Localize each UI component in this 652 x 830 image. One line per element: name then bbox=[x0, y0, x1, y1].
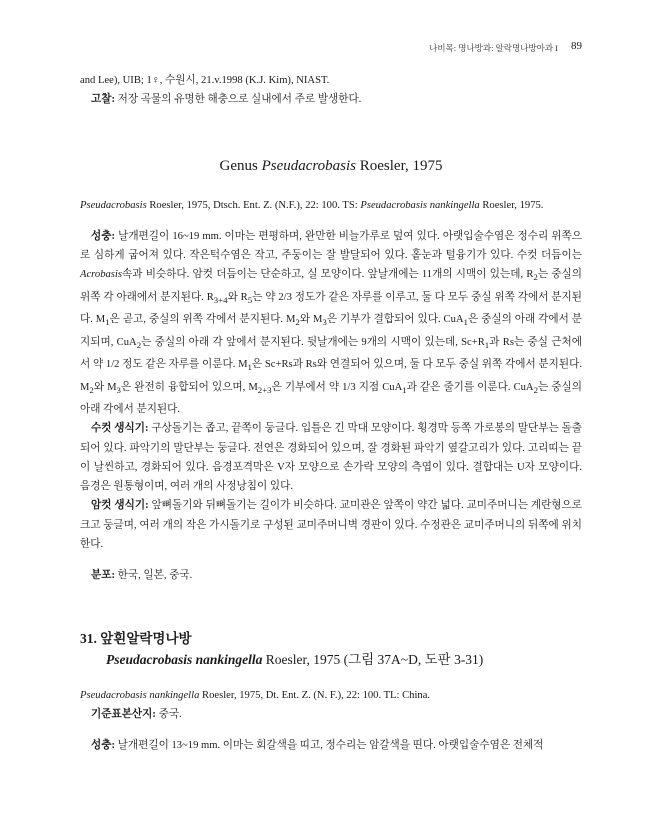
type-species-name: Pseudacrobasis nankingella bbox=[360, 199, 480, 211]
adult-text: 와 M bbox=[93, 381, 117, 393]
adult-text: 은 중실의 아래 각에서 분지되며, CuA bbox=[80, 314, 582, 348]
species-scientific-line bbox=[106, 649, 582, 670]
vein-subscript: 3 bbox=[322, 317, 327, 328]
distribution-label: 분포: bbox=[91, 570, 115, 582]
adult-text: 와 M bbox=[299, 314, 323, 326]
genus-ref-acrobasis: Acrobasis bbox=[80, 269, 122, 281]
adult-text: 와 R bbox=[227, 291, 248, 303]
adult-label: 성충: bbox=[91, 230, 115, 242]
species-author-refs: Roesler, 1975 (그림 37A~D, 도판 3-31) bbox=[262, 651, 484, 667]
adult-text: 은 기부가 결합되어 있다. CuA bbox=[326, 314, 464, 326]
remark-paragraph bbox=[80, 90, 582, 109]
species-adult-label: 성충: bbox=[91, 740, 115, 752]
genus-adult-paragraph bbox=[80, 227, 582, 419]
adult-text: 과 Rs는 중실 근처에서 약 1/2 정도 같은 자루를 이룬다. M bbox=[80, 336, 582, 371]
record-line: and Lee), UIB; 1♀, 수원시, 21.v.1998 (K.J. Kim), NIAST. bbox=[80, 75, 330, 86]
species-citation-text: Roesler, 1975, Dt. Ent. Z. (N. F.), 22: 100. TL: China. bbox=[199, 689, 431, 701]
adult-text: 는 중실의 위쪽 각 아래에서 분지된다. R bbox=[80, 269, 582, 303]
male-genitalia-paragraph bbox=[80, 419, 582, 496]
vein-subscript: 3 bbox=[116, 384, 121, 395]
genus-citation-text: Roesler, 1975, Dtsch. Ent. Z. (N.F.), 22: 100. TS: bbox=[146, 199, 361, 211]
species-citation-name: Pseudacrobasis nankingella bbox=[80, 689, 200, 701]
genus-citation-name: Pseudacrobasis bbox=[80, 199, 147, 211]
adult-text: 은 Sc+Rs과 Rs와 연결되어 있으며, 둘 다 모두 중실 위쪽 각에서 분지된다. M bbox=[80, 359, 582, 393]
female-genitalia-label: 암컷 생식기: bbox=[91, 500, 149, 512]
page-body bbox=[80, 71, 582, 755]
species-adult-text: 날개편길이 13~19 mm. 이마는 회갈색을 띠고, 정수리는 암갈색을 띤다. 아랫입술수염은 전체적 bbox=[115, 740, 544, 752]
distribution-text: 한국, 일본, 중국. bbox=[115, 570, 193, 582]
spacer bbox=[80, 586, 582, 628]
vein-subscript: 1 bbox=[463, 317, 468, 328]
genus-prefix: Genus bbox=[219, 157, 262, 174]
female-genitalia-paragraph bbox=[80, 496, 582, 554]
species-citation bbox=[80, 686, 582, 705]
vein-subscript: 1 bbox=[484, 339, 490, 350]
type-locality-label: 기준표본산지: bbox=[91, 708, 156, 720]
spacer bbox=[80, 215, 582, 227]
vein-subscript: 2 bbox=[295, 317, 300, 328]
female-genitalia-text: 앞뼈돌기와 뒤뼈돌기는 길이가 비슷하다. 교미관은 앞쪽이 약간 넓다. 교미주머니는 계란형으로 크고 둥글며, 여러 개의 작은 가시돌기로 구성된 교미주머니벽 경판이 있다. 수정관은 교미주머니의 뒤쪽에 위치한다. bbox=[80, 500, 583, 550]
spacer bbox=[80, 724, 582, 736]
species-scientific-name: Pseudacrobasis nankingella bbox=[106, 651, 263, 667]
vein-subscript: 2+3 bbox=[257, 384, 272, 395]
vein-subscript: 1 bbox=[402, 384, 407, 395]
genus-heading bbox=[80, 156, 582, 176]
type-species-author: Roesler, 1975. bbox=[479, 199, 544, 211]
adult-text: 는 중실의 아래 각 앞에서 분지된다. 뒷날개에는 9개의 시맥이 있는데, Sc+R bbox=[141, 336, 485, 348]
spacer bbox=[80, 670, 582, 686]
genus-name: Pseudacrobasis bbox=[261, 157, 357, 174]
type-locality-text: 중국. bbox=[155, 708, 182, 720]
adult-text: 는 약 2/3 정도가 같은 자루를 이루고, 둘 다 모두 중실 위쪽 각에서 분지된다. M bbox=[80, 291, 582, 326]
adult-text: 과 같은 줄기를 이룬다. CuA bbox=[406, 381, 534, 393]
page-number: 89 bbox=[571, 40, 582, 52]
vein-subscript: 1 bbox=[105, 317, 110, 328]
type-locality-paragraph bbox=[80, 705, 582, 724]
species-adult-paragraph bbox=[80, 736, 582, 755]
remark-text: 저장 곡물의 유명한 해충으로 실내에서 주로 발생한다. bbox=[115, 94, 362, 106]
vein-subscript: 2 bbox=[89, 384, 94, 395]
adult-text: 는 중실의 아래 각에서 분지된다. bbox=[80, 381, 582, 415]
male-genitalia-text: 구상돌기는 좁고, 끝쪽이 둥글다. 입틀은 긴 막대 모양이다. 횡경막 등쪽 가로봉의 말단부는 돌출되어 있다. 파악기의 말단부는 둥글다. 전연은 경화되어 있으며, 잘 경화된 파악기 옆갈고리가 있다. 고리띠는 끝이 날씬하고, 경화되어 있다. 음경포격막은 V자 모양으로 손가락 모양의 측엽이 있다. 결합대는 U자 모양이다. 음경은 원통형이며, 여러 개의 사정낭침이 있다. bbox=[80, 423, 582, 493]
species-heading: 31. 앞흰알락명나방 bbox=[80, 630, 192, 646]
vein-subscript: 2 bbox=[136, 339, 142, 350]
adult-text: 은 완전히 융합되어 있으며, M bbox=[120, 381, 258, 393]
adult-text: 속과 비슷하다. 암컷 더듬이는 단순하고, 실 모양이다. 앞날개에는 11개의 시맥이 있는데, R bbox=[121, 269, 534, 281]
vein-subscript: 1 bbox=[247, 362, 252, 373]
distribution-paragraph bbox=[80, 566, 582, 585]
genus-citation bbox=[80, 196, 582, 215]
vein-subscript: 2 bbox=[533, 272, 538, 283]
vein-subscript: 5 bbox=[247, 295, 253, 305]
adult-text: 은 곧고, 중실의 위쪽 각에서 분지된다. M bbox=[109, 314, 296, 326]
remark-label: 고찰: bbox=[91, 94, 115, 106]
male-genitalia-label: 수컷 생식기: bbox=[91, 423, 149, 435]
genus-author: Roesler, 1975 bbox=[356, 157, 443, 174]
adult-text: 은 기부에서 약 1/3 지점 CuA bbox=[271, 381, 403, 393]
vein-subscript: 2 bbox=[533, 384, 539, 395]
vein-subscript: 3+4 bbox=[213, 295, 228, 305]
page-header bbox=[0, 40, 652, 56]
spacer bbox=[80, 554, 582, 566]
adult-text: 날개편길이 16~19 mm. 이마는 편평하며, 완만한 비늘가루로 덮여 있다. 아랫입술수염은 정수리 위쪽으로 심하게 굽어져 있다. 작은턱수염은 작고, 주둥이는 잘 발달되어 있다. 홑눈과 털융기가 있다. 수컷 더듬이는 bbox=[80, 230, 582, 262]
running-head: 나비목: 명나방과: 알락명나방아과 I bbox=[429, 43, 558, 53]
